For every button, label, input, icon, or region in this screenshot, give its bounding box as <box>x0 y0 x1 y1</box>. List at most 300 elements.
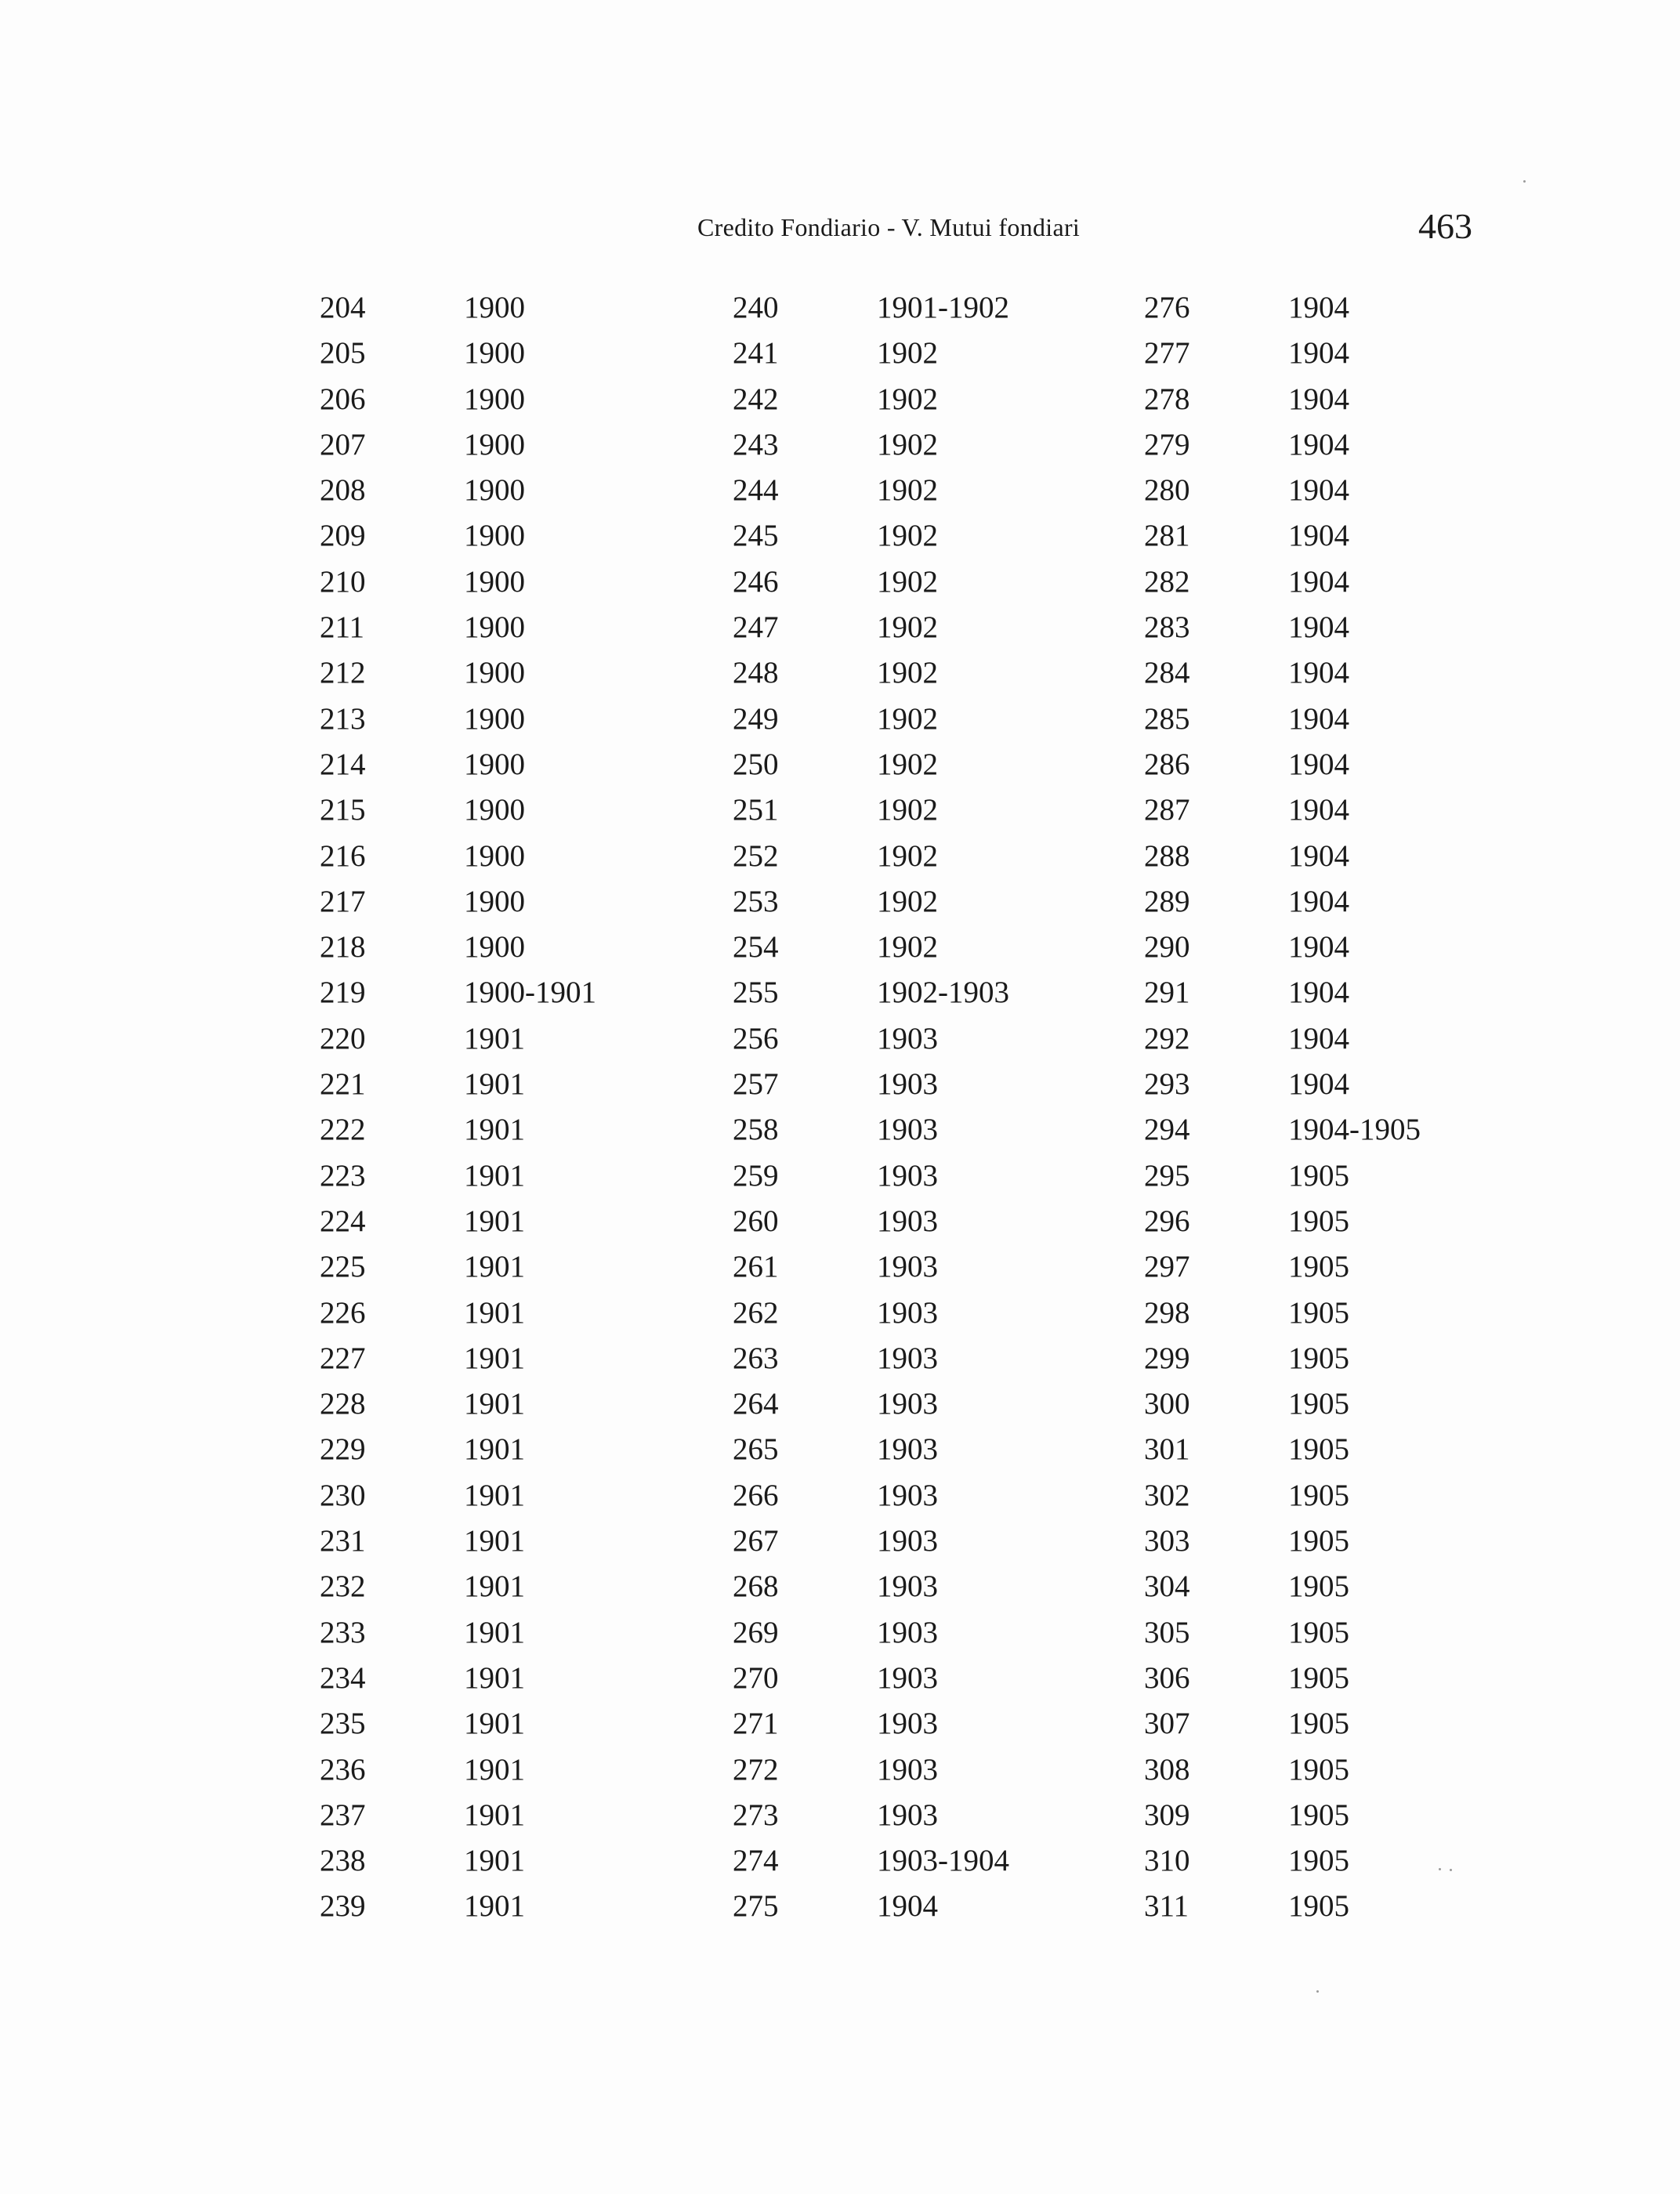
loan-year: 1905 <box>1288 1752 1349 1787</box>
loan-year: 1905 <box>1288 1707 1349 1741</box>
loan-number: 243 <box>733 427 779 462</box>
table-row <box>320 742 664 787</box>
loan-number: 204 <box>320 291 366 324</box>
loan-year: 1901 <box>464 1204 525 1238</box>
loan-year: 1903 <box>877 1295 938 1330</box>
loan-year: 1904 <box>1288 884 1349 918</box>
loan-year: 1901 <box>464 1250 525 1284</box>
table-row <box>1144 1610 1489 1656</box>
loan-number: 266 <box>733 1478 779 1512</box>
loan-year: 1905 <box>1288 1158 1349 1193</box>
table-row <box>733 1610 1077 1656</box>
loan-year: 1902 <box>877 610 938 645</box>
table-row <box>1144 1747 1489 1793</box>
loan-number: 225 <box>320 1250 366 1284</box>
loan-year: 1901 <box>464 1341 525 1375</box>
loan-number: 230 <box>320 1478 366 1512</box>
loan-year: 1904-1905 <box>1288 1113 1421 1147</box>
table-column-1 <box>320 285 664 1930</box>
table-row <box>1144 605 1489 650</box>
table-row <box>320 1747 664 1793</box>
loan-year: 1900 <box>464 838 525 873</box>
table-row <box>733 422 1077 468</box>
loan-number: 253 <box>733 884 779 918</box>
table-row <box>1144 513 1489 559</box>
loan-year: 1903 <box>877 1478 938 1512</box>
loan-number: 287 <box>1144 793 1190 827</box>
loan-number: 249 <box>733 701 779 736</box>
loan-number: 292 <box>1144 1021 1190 1055</box>
table-row <box>1144 1291 1489 1336</box>
loan-number: 245 <box>733 519 779 553</box>
table-row <box>320 650 664 696</box>
loan-year: 1904 <box>1288 336 1349 371</box>
loan-number: 310 <box>1144 1844 1190 1878</box>
loan-year: 1900 <box>464 610 525 645</box>
loan-year: 1900 <box>464 884 525 918</box>
table-row <box>1144 285 1489 331</box>
loan-number: 294 <box>1144 1113 1190 1147</box>
loan-year: 1902 <box>877 564 938 599</box>
table-row <box>1144 1884 1489 1929</box>
table-row <box>733 1793 1077 1838</box>
loan-year: 1904 <box>1288 1067 1349 1102</box>
loan-number: 289 <box>1144 884 1190 918</box>
loan-year: 1902 <box>877 427 938 462</box>
table-row <box>320 879 664 925</box>
loan-number: 285 <box>1144 701 1190 736</box>
loan-number: 213 <box>320 701 366 736</box>
loan-number: 256 <box>733 1021 779 1055</box>
loan-number: 238 <box>320 1844 366 1878</box>
table-row <box>320 331 664 376</box>
table-row <box>733 605 1077 650</box>
loan-number: 305 <box>1144 1615 1190 1649</box>
loan-number: 239 <box>320 1889 366 1924</box>
table-row <box>733 1838 1077 1884</box>
loan-year: 1901 <box>464 1113 525 1147</box>
loan-year: 1904 <box>1288 427 1349 462</box>
table-row <box>733 331 1077 376</box>
loan-year: 1900 <box>464 656 525 690</box>
loan-number: 231 <box>320 1524 366 1559</box>
loan-year: 1902-1903 <box>877 976 1009 1010</box>
loan-year: 1902 <box>877 838 938 873</box>
loan-number: 270 <box>733 1660 779 1695</box>
table-row <box>733 559 1077 605</box>
loan-year: 1905 <box>1288 1798 1349 1832</box>
loan-year: 1904 <box>1288 656 1349 690</box>
loan-number: 279 <box>1144 427 1190 462</box>
loan-year: 1903 <box>877 1250 938 1284</box>
loan-year: 1901 <box>464 1569 525 1604</box>
loan-year: 1901-1902 <box>877 291 1009 324</box>
loan-number: 220 <box>320 1021 366 1055</box>
loan-year: 1900 <box>464 427 525 462</box>
table-row <box>1144 1838 1489 1884</box>
table-row <box>320 1244 664 1290</box>
loan-year: 1902 <box>877 793 938 827</box>
loan-number: 304 <box>1144 1569 1190 1604</box>
scan-speck <box>1439 1868 1441 1870</box>
loan-number: 257 <box>733 1067 779 1102</box>
table-row <box>733 1747 1077 1793</box>
table-row <box>733 787 1077 833</box>
loan-number: 210 <box>320 564 366 599</box>
loan-number: 208 <box>320 473 366 508</box>
table-row <box>320 1062 664 1107</box>
loan-year: 1905 <box>1288 1478 1349 1512</box>
table-row <box>1144 1564 1489 1609</box>
table-column-3 <box>1144 285 1489 1930</box>
loan-number: 254 <box>733 930 779 965</box>
table-row <box>1144 650 1489 696</box>
loan-year: 1901 <box>464 1067 525 1102</box>
table-row <box>320 1564 664 1609</box>
table-row <box>1144 742 1489 787</box>
table-row <box>320 925 664 970</box>
table-row <box>320 1427 664 1472</box>
loan-number: 306 <box>1144 1660 1190 1695</box>
loan-year: 1905 <box>1288 1844 1349 1878</box>
table-row <box>320 1884 664 1929</box>
table-row <box>1144 697 1489 742</box>
table-row <box>1144 1701 1489 1747</box>
loan-number: 221 <box>320 1067 366 1102</box>
loan-year: 1900 <box>464 793 525 827</box>
table-row <box>733 1701 1077 1747</box>
loan-number: 275 <box>733 1889 779 1924</box>
loan-number: 278 <box>1144 382 1190 416</box>
table-row <box>1144 787 1489 833</box>
table-row <box>1144 1153 1489 1199</box>
loan-number: 282 <box>1144 564 1190 599</box>
loan-year: 1904 <box>1288 610 1349 645</box>
table-row <box>733 1107 1077 1153</box>
loan-year: 1903 <box>877 1707 938 1741</box>
loan-year: 1905 <box>1288 1432 1349 1467</box>
loan-year: 1901 <box>464 1844 525 1878</box>
loan-number: 280 <box>1144 473 1190 508</box>
loan-number: 286 <box>1144 747 1190 781</box>
loan-year: 1904 <box>1288 701 1349 736</box>
loan-number: 251 <box>733 793 779 827</box>
loan-number: 205 <box>320 336 366 371</box>
loan-year: 1900 <box>464 930 525 965</box>
loan-number: 311 <box>1144 1889 1189 1924</box>
table-row <box>1144 377 1489 422</box>
table-row <box>320 834 664 879</box>
loan-number: 263 <box>733 1341 779 1375</box>
table-row <box>1144 559 1489 605</box>
table-row <box>733 1381 1077 1427</box>
loan-number: 229 <box>320 1432 366 1467</box>
table-row <box>1144 1107 1489 1153</box>
loan-number: 215 <box>320 793 366 827</box>
loan-number: 262 <box>733 1295 779 1330</box>
loan-year: 1905 <box>1288 1295 1349 1330</box>
loan-year: 1901 <box>464 1387 525 1421</box>
loan-year: 1904 <box>1288 930 1349 965</box>
table-row <box>733 1336 1077 1381</box>
loan-number: 307 <box>1144 1707 1190 1741</box>
table-row <box>1144 1062 1489 1107</box>
table-row <box>1144 970 1489 1016</box>
loan-year: 1904 <box>1288 976 1349 1010</box>
loan-number: 291 <box>1144 976 1190 1010</box>
loan-year: 1905 <box>1288 1341 1349 1375</box>
loan-number: 298 <box>1144 1295 1190 1330</box>
loan-number: 261 <box>733 1250 779 1284</box>
loan-number: 241 <box>733 336 779 371</box>
loan-number: 309 <box>1144 1798 1190 1832</box>
table-row <box>733 285 1077 331</box>
table-row <box>733 1062 1077 1107</box>
loan-number: 219 <box>320 976 366 1010</box>
loan-number: 301 <box>1144 1432 1190 1467</box>
loan-year: 1900 <box>464 336 525 371</box>
loan-year: 1902 <box>877 336 938 371</box>
loan-year: 1904 <box>1288 382 1349 416</box>
loan-year: 1903 <box>877 1752 938 1787</box>
loan-year: 1902 <box>877 930 938 965</box>
loan-year: 1903 <box>877 1387 938 1421</box>
table-row <box>320 697 664 742</box>
loan-year: 1902 <box>877 747 938 781</box>
running-title: Credito Fondiario - V. Mutui fondiari <box>697 213 1081 241</box>
table-row <box>320 1336 664 1381</box>
loan-year: 1904 <box>1288 838 1349 873</box>
loan-year: 1901 <box>464 1615 525 1649</box>
loan-year: 1905 <box>1288 1889 1349 1924</box>
table-row <box>320 1199 664 1244</box>
loan-number: 217 <box>320 884 366 918</box>
table-row <box>733 1016 1077 1062</box>
loan-year: 1900 <box>464 564 525 599</box>
table-row <box>1144 1519 1489 1564</box>
loan-number: 302 <box>1144 1478 1190 1512</box>
loan-year: 1903 <box>877 1660 938 1695</box>
table-row <box>320 468 664 513</box>
table-row <box>733 834 1077 879</box>
loan-number: 255 <box>733 976 779 1010</box>
table-row <box>733 1244 1077 1290</box>
loan-year: 1901 <box>464 1478 525 1512</box>
loan-number: 206 <box>320 382 366 416</box>
loan-number: 258 <box>733 1113 779 1147</box>
table-row <box>320 1473 664 1519</box>
loan-year: 1901 <box>464 1752 525 1787</box>
table-row <box>320 513 664 559</box>
loan-number: 277 <box>1144 336 1190 371</box>
loan-number: 218 <box>320 930 366 965</box>
loan-year: 1903-1904 <box>877 1844 1009 1878</box>
loan-year: 1900-1901 <box>464 976 596 1010</box>
loan-number: 293 <box>1144 1067 1190 1102</box>
loan-number: 240 <box>733 291 779 324</box>
loan-year: 1901 <box>464 1660 525 1695</box>
loan-number: 207 <box>320 427 366 462</box>
table-row <box>1144 1793 1489 1838</box>
loan-number: 299 <box>1144 1341 1190 1375</box>
table-row <box>733 879 1077 925</box>
table-row <box>1144 1473 1489 1519</box>
table-row <box>1144 1199 1489 1244</box>
loan-number: 209 <box>320 519 366 553</box>
loan-year: 1901 <box>464 1295 525 1330</box>
loan-year: 1901 <box>464 1798 525 1832</box>
loan-year: 1903 <box>877 1615 938 1649</box>
loan-year: 1903 <box>877 1021 938 1055</box>
table-row <box>733 1291 1077 1336</box>
loan-year: 1901 <box>464 1158 525 1193</box>
loan-number: 237 <box>320 1798 366 1832</box>
table-row <box>733 697 1077 742</box>
loan-number: 281 <box>1144 519 1190 553</box>
table-row <box>1144 879 1489 925</box>
scan-speck <box>1316 1990 1319 1993</box>
table-row <box>733 1564 1077 1609</box>
table-row <box>733 970 1077 1016</box>
table-row <box>733 650 1077 696</box>
table-row <box>733 468 1077 513</box>
loan-year: 1905 <box>1288 1569 1349 1604</box>
loan-year: 1900 <box>464 291 525 324</box>
table-row <box>1144 1381 1489 1427</box>
loan-year: 1900 <box>464 473 525 508</box>
table-row <box>733 513 1077 559</box>
loan-number: 211 <box>320 610 365 645</box>
table-row <box>1144 1336 1489 1381</box>
loan-year: 1905 <box>1288 1204 1349 1238</box>
loan-number: 222 <box>320 1113 366 1147</box>
table-row <box>1144 331 1489 376</box>
loan-number: 244 <box>733 473 779 508</box>
loan-year: 1904 <box>1288 564 1349 599</box>
table-row <box>320 1838 664 1884</box>
table-row <box>1144 925 1489 970</box>
table-row <box>320 1701 664 1747</box>
loan-year: 1903 <box>877 1524 938 1559</box>
loan-number: 271 <box>733 1707 779 1741</box>
loan-number: 283 <box>1144 610 1190 645</box>
loan-number: 216 <box>320 838 366 873</box>
loan-year: 1905 <box>1288 1660 1349 1695</box>
loan-number: 267 <box>733 1524 779 1559</box>
table-row <box>320 1610 664 1656</box>
loan-number: 259 <box>733 1158 779 1193</box>
table-row <box>733 1473 1077 1519</box>
table-row <box>320 605 664 650</box>
table-row <box>320 1291 664 1336</box>
loan-year: 1900 <box>464 701 525 736</box>
table-row <box>733 1656 1077 1701</box>
table-row <box>1144 1427 1489 1472</box>
loan-number: 236 <box>320 1752 366 1787</box>
loan-number: 212 <box>320 656 366 690</box>
loan-number: 265 <box>733 1432 779 1467</box>
table-row <box>320 1016 664 1062</box>
loan-year: 1905 <box>1288 1524 1349 1559</box>
loan-year: 1901 <box>464 1432 525 1467</box>
loan-number: 297 <box>1144 1250 1190 1284</box>
loan-year: 1904 <box>1288 473 1349 508</box>
page-number: 463 <box>1418 206 1472 246</box>
loan-year: 1904 <box>1288 291 1349 324</box>
loan-number: 214 <box>320 747 366 781</box>
loan-year: 1902 <box>877 519 938 553</box>
loan-year: 1901 <box>464 1889 525 1924</box>
loan-number: 308 <box>1144 1752 1190 1787</box>
table-row <box>733 377 1077 422</box>
loan-year: 1903 <box>877 1158 938 1193</box>
table-row <box>1144 468 1489 513</box>
table-row <box>1144 834 1489 879</box>
loan-number: 246 <box>733 564 779 599</box>
table-row <box>733 1153 1077 1199</box>
loan-number: 276 <box>1144 291 1190 324</box>
loan-number: 234 <box>320 1660 366 1695</box>
loan-number: 296 <box>1144 1204 1190 1238</box>
table-row <box>733 1199 1077 1244</box>
loan-number: 248 <box>733 656 779 690</box>
table-row <box>320 787 664 833</box>
table-row <box>320 1656 664 1701</box>
loan-number: 300 <box>1144 1387 1190 1421</box>
table-row <box>320 422 664 468</box>
table-row <box>320 1519 664 1564</box>
loan-number: 252 <box>733 838 779 873</box>
loan-number: 223 <box>320 1158 366 1193</box>
loan-year: 1902 <box>877 382 938 416</box>
loan-year: 1904 <box>1288 793 1349 827</box>
table-row <box>733 1427 1077 1472</box>
table-row <box>733 1519 1077 1564</box>
loan-number: 284 <box>1144 656 1190 690</box>
loan-year: 1902 <box>877 884 938 918</box>
scan-speck <box>1523 180 1526 183</box>
loan-year: 1900 <box>464 382 525 416</box>
table-row <box>320 1153 664 1199</box>
table-row <box>320 377 664 422</box>
table-row <box>320 559 664 605</box>
table-row <box>320 1107 664 1153</box>
table-row <box>320 1793 664 1838</box>
loan-year: 1903 <box>877 1569 938 1604</box>
loan-number: 247 <box>733 610 779 645</box>
loan-number: 269 <box>733 1615 779 1649</box>
loan-year: 1903 <box>877 1113 938 1147</box>
table-row <box>1144 1656 1489 1701</box>
loan-year: 1905 <box>1288 1250 1349 1284</box>
loan-year: 1903 <box>877 1204 938 1238</box>
table-row <box>733 925 1077 970</box>
loan-year: 1903 <box>877 1798 938 1832</box>
loan-number: 295 <box>1144 1158 1190 1193</box>
loan-year: 1900 <box>464 747 525 781</box>
table-row <box>1144 1016 1489 1062</box>
loan-year: 1905 <box>1288 1387 1349 1421</box>
table-row <box>733 742 1077 787</box>
loan-year: 1901 <box>464 1707 525 1741</box>
loan-year: 1901 <box>464 1524 525 1559</box>
table-row <box>1144 1244 1489 1290</box>
loan-number: 235 <box>320 1707 366 1741</box>
table-row <box>733 1884 1077 1929</box>
table-row <box>1144 422 1489 468</box>
loan-number: 224 <box>320 1204 366 1238</box>
loan-number: 227 <box>320 1341 366 1375</box>
